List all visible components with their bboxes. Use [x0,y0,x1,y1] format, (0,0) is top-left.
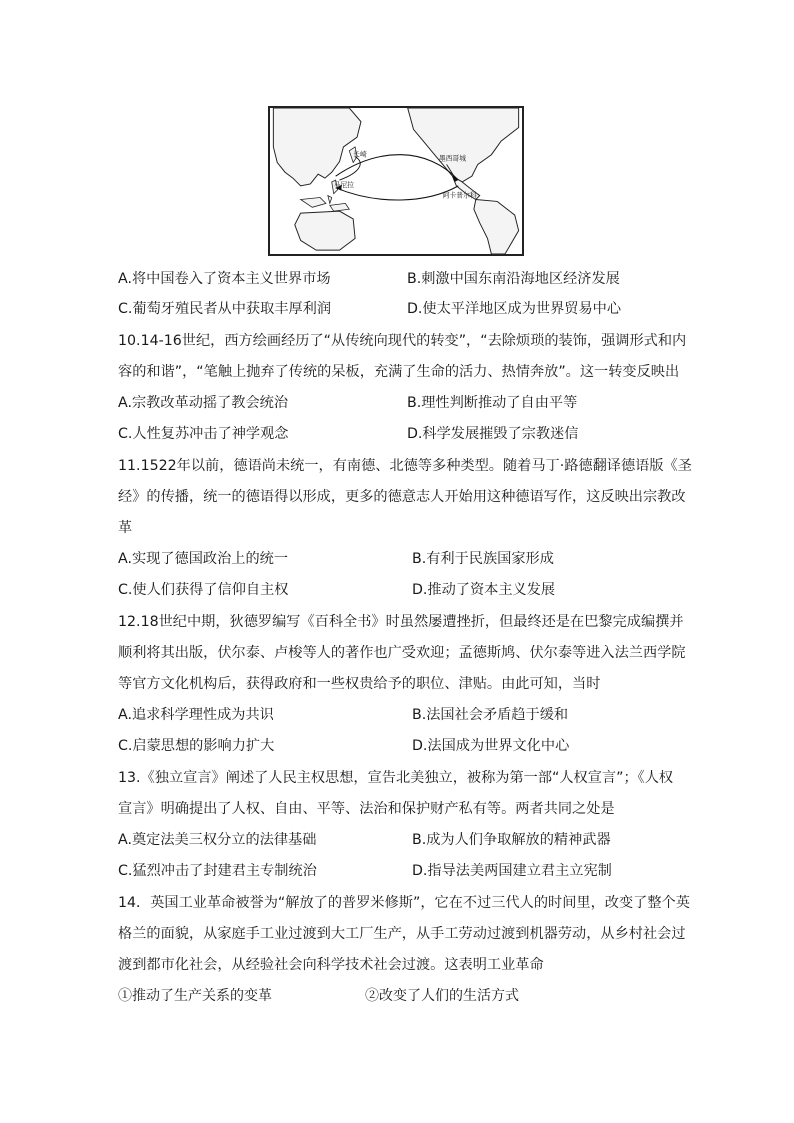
q12-option-d: D.法国成为世界文化中心 [412,738,570,754]
q11-stem-line-1: 11.1522年以前，德语尚未统一，有南德、北德等多种类型。随着马丁·路德翻译德语版《圣 [118,458,692,474]
trade-route-map [268,106,524,256]
map-svg [270,108,522,254]
q9-option-a: A.将中国卷入了资本主义世界市场 [118,271,331,287]
q14-stem-line-1: 14．英国工业革命被誉为“解放了的普罗米修斯”，它在不过三代人的时间里，改变了整个英 [118,895,690,911]
q12-option-c: C.启蒙思想的影响力扩大 [118,738,275,754]
q13-option-b: B.成为人们争取解放的精神武器 [412,832,611,848]
q11-option-b: B.有利于民族国家形成 [412,551,554,567]
q10-stem-line-1: 10.14-16世纪，西方绘画经历了“从传统向现代的转变”，“去除烦琐的装饰，强调形式和内 [118,333,687,349]
south-america-landmass [474,199,519,254]
q9-option-b: B.刺激中国东南沿海地区经济发展 [407,271,620,287]
q10-option-d: D.科学发展摧毁了宗教迷信 [407,426,579,442]
q12-option-a: A.追求科学理性成为共识 [118,707,274,723]
map-label-mexico-city: 墨西哥城 [438,154,467,163]
q13-option-d: D.指导法美两国建立君主立宪制 [412,863,612,879]
q14-statement-2: ②改变了人们的生活方式 [365,988,519,1004]
q11-option-c: C.使人们获得了信仰自主权 [118,582,289,598]
asia-landmass [273,108,361,186]
q14-stem-line-2: 格兰的面貌，从家庭手工业过渡到大工厂生产，从手工劳动过渡到机器劳动，从乡村社会过 [118,926,686,942]
map-label-nagasaki: 长崎 [353,150,367,159]
q10-stem-line-2: 容的和谐”，“笔触上抛弃了传统的呆板，充满了生命的活力、热情奔放”。这一转变反映出 [118,364,680,380]
q12-stem-line-1: 12.18世纪中期，狄德罗编写《百科全书》时虽然屡遭挫折，但最终还是在巴黎完成编撰并 [118,614,684,630]
q12-stem-line-3: 等官方文化机构后，获得政府和一些权贵给予的职位、津贴。由此可知，当时 [118,676,601,692]
q13-option-c: C.猛烈冲击了封建君主专制统治 [118,863,317,879]
q11-option-a: A.实现了德国政治上的统一 [118,551,289,567]
q11-stem-line-3: 革 [118,520,133,536]
map-label-manila: 马尼拉 [333,180,355,189]
q12-stem-line-2: 顺利将其出版，伏尔泰、卢梭等人的著作也广受欢迎；孟德斯鸠、伏尔泰等进入法兰西学院 [118,645,686,661]
q10-option-c: C.人性复苏冲击了神学观念 [118,426,289,442]
q13-stem-line-1: 13.《独立宣言》阐述了人民主权思想，宣告北美独立，被称为第一部“人权宣言”；《人权 [118,770,674,786]
q9-option-c: C.葡萄牙殖民者从中获取丰厚利润 [118,301,332,317]
q11-stem-line-2: 经》的传播，统一的德语得以形成，更多的德意志人开始用这种德语写作，这反映出宗教改 [118,489,686,505]
q13-stem-line-2: 宣言》明确提出了人权、自由、平等、法治和保护财产私有等。两者共同之处是 [118,801,615,817]
q10-option-a: A.宗教改革动摇了教会统治 [118,395,289,411]
route-nagasaki [340,157,361,180]
indonesia-islands [301,198,350,212]
north-america-landmass [408,108,519,182]
australia-landmass [295,211,355,250]
map-label-acapulco: 阿卡普尔科 [442,191,477,200]
q9-option-d: D.使太平洋地区成为世界贸易中心 [407,301,622,317]
q13-option-a: A.奠定法美三权分立的法律基础 [118,832,317,848]
q12-option-b: B.法国社会矛盾趋于缓和 [412,707,569,723]
q14-stem-line-3: 渡到都市化社会，从经验社会向科学技术社会过渡。这表明工业革命 [118,957,544,973]
q11-option-d: D.推动了资本主义发展 [412,582,556,598]
q10-option-b: B.理性判断推动了自由平等 [407,395,578,411]
q14-statement-1: ①推动了生产关系的变革 [118,988,272,1004]
